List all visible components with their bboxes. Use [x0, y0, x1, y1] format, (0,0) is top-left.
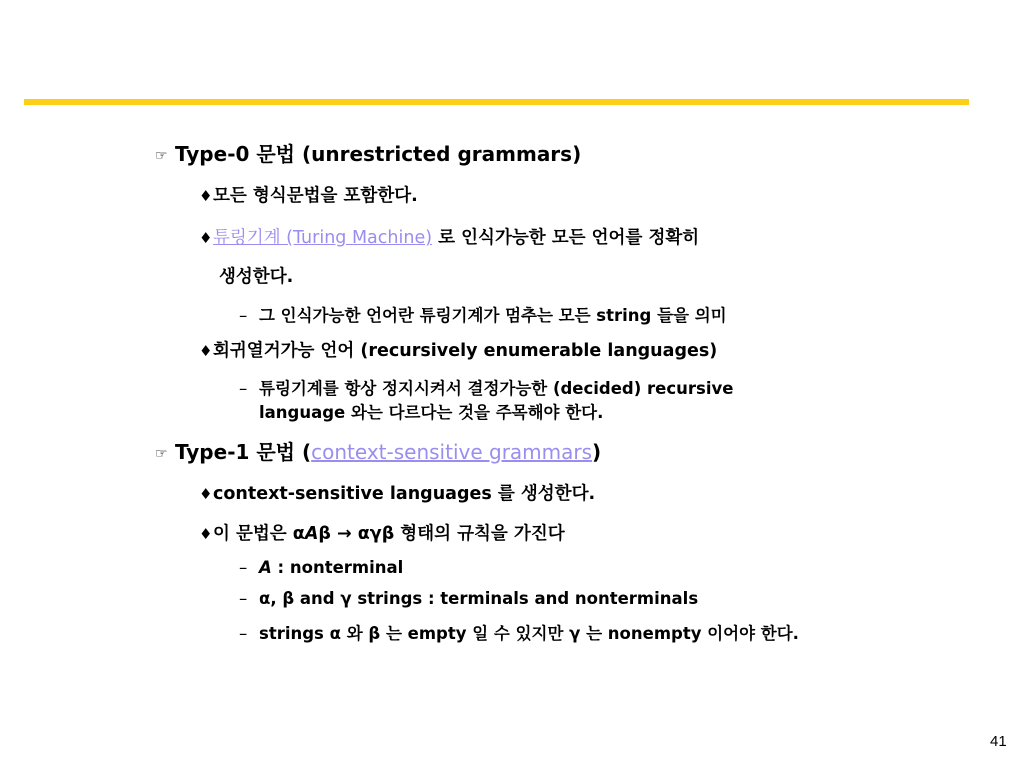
dash-bullet-icon: – [239, 379, 248, 398]
type1-bullet-2-sub-3 [239, 620, 799, 644]
type1-bullet-2-sub-1-symbol: A [259, 558, 272, 577]
dash-bullet-icon: – [239, 306, 248, 325]
type0-bullet-3-sub-1 [239, 375, 733, 399]
type0-bullet-3 [199, 337, 717, 362]
type0-bullet-1 [199, 182, 418, 207]
type0-bullet-3-sub-1-text: 튜링기계를 항상 정지시켜서 결정가능한 (decided) recursive [259, 379, 734, 398]
pointing-hand-icon: ☞ [155, 446, 168, 462]
type0-bullet-2-cont-text: 생성한다. [219, 267, 294, 287]
type0-heading [155, 138, 581, 167]
type0-bullet-2 [199, 224, 699, 249]
type1-heading-close: ) [592, 440, 602, 464]
type0-bullet-2-sub-1-text: 그 인식가능한 언어란 튜링기계가 멈추는 모든 string 들을 의미 [259, 306, 727, 325]
pointing-hand-icon: ☞ [155, 148, 168, 164]
type1-bullet-2-sub-1-text: : nonterminal [271, 558, 404, 577]
type1-heading [155, 436, 601, 465]
type1-bullet-1 [199, 480, 595, 505]
type0-bullet-2-continuation [219, 263, 293, 288]
dash-bullet-icon: – [239, 558, 248, 577]
header-rule [24, 99, 969, 105]
type1-bullet-2-sub-2 [239, 589, 698, 608]
type1-bullet-2-text-b: β → αγβ 형태의 규칙을 가진다 [318, 524, 565, 544]
type1-bullet-1-text: context-sensitive languages 를 생성한다. [213, 484, 596, 504]
context-sensitive-grammars-link[interactable]: context-sensitive grammars [311, 440, 593, 464]
diamond-bullet-icon: ♦ [199, 525, 213, 543]
type1-bullet-2 [199, 520, 565, 545]
type1-bullet-2-sub-3-text: strings α 와 β 는 empty 일 수 있지만 γ 는 nonempty 이어야 한다. [259, 624, 799, 643]
page-number: 41 [990, 733, 1007, 750]
dash-bullet-icon: – [239, 624, 248, 643]
diamond-bullet-icon: ♦ [199, 229, 213, 247]
type1-bullet-2-sub-2-text: α, β and γ strings : terminals and nonterminals [259, 589, 699, 608]
diamond-bullet-icon: ♦ [199, 485, 213, 503]
turing-machine-link[interactable]: 튜링기계 (Turing Machine) [213, 228, 433, 248]
diamond-bullet-icon: ♦ [199, 342, 213, 360]
dash-bullet-icon: – [239, 589, 248, 608]
type1-heading-text: Type-1 문법 ( [175, 440, 312, 464]
type0-bullet-3-sub-1-continuation [259, 399, 603, 423]
type0-bullet-1-text: 모든 형식문법을 포함한다. [213, 186, 418, 206]
type0-bullet-2-text: 로 인식가능한 모든 언어를 정확히 [432, 228, 700, 248]
type0-bullet-2-sub-1 [239, 302, 727, 326]
type1-bullet-2-text-a: 이 문법은 α [213, 524, 305, 544]
type0-bullet-3-text: 회귀열거가능 언어 (recursively enumerable languages) [213, 341, 718, 361]
type1-bullet-2-sub-1 [239, 558, 403, 577]
type0-bullet-3-sub-1-cont-text: language 와는 다르다는 것을 주목해야 한다. [259, 403, 604, 422]
type1-bullet-2-nonterminal: A [304, 524, 319, 544]
type0-heading-text: Type-0 문법 (unrestricted grammars) [175, 142, 582, 166]
diamond-bullet-icon: ♦ [199, 187, 213, 205]
